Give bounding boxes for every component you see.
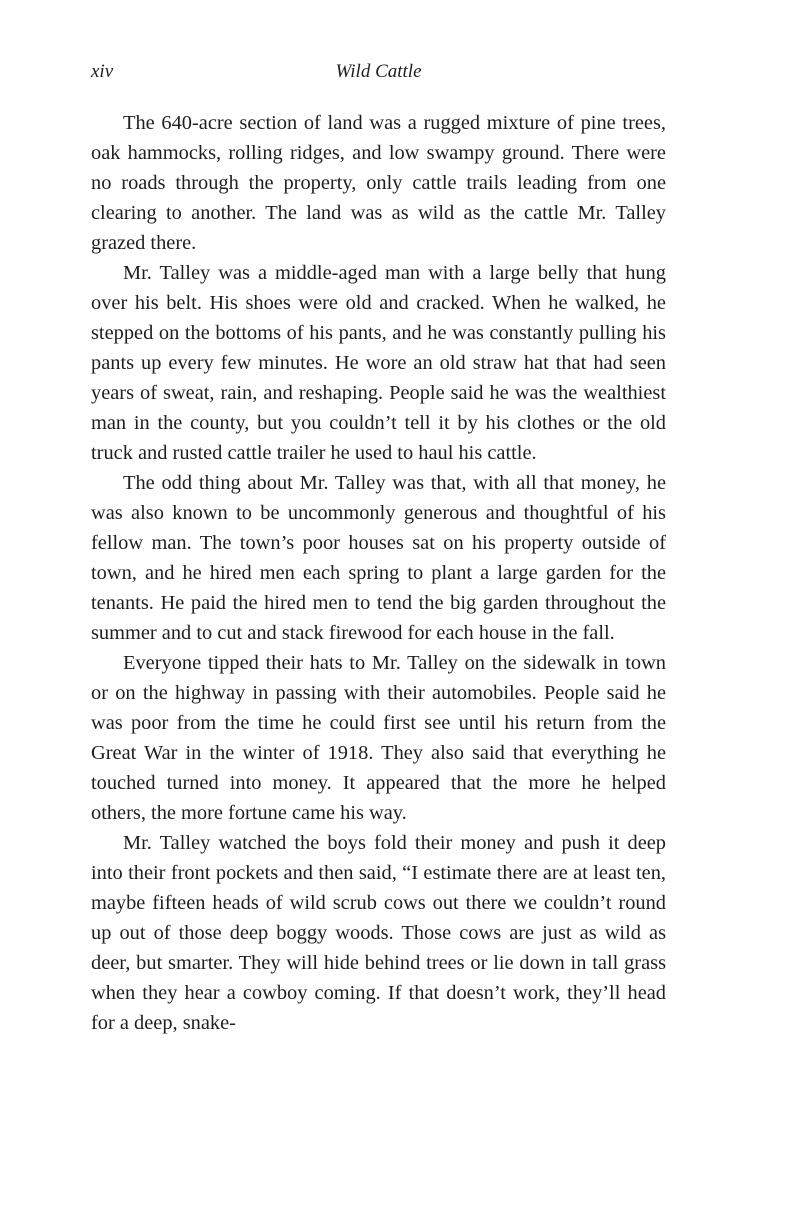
body-text — [91, 108, 666, 1038]
page-number: xiv — [91, 61, 114, 82]
paragraph: The 640-acre section of land was a rugged mixture of pine trees, oak hammocks, rolling ridges, and low swampy ground. There were no roads through the property, only cattle trails leading from one clearing to another. The land was as wild as the cattle Mr. Talley grazed there. — [91, 112, 666, 254]
book-title: Wild Cattle — [335, 61, 422, 82]
paragraph: The odd thing about Mr. Talley was that, with all that money, he was also known to be uncommonly generous and thoughtful of his fellow man. The town’s poor houses sat on his property outside of town, and he hired men each spring to plant a large garden for the tenants. He paid the hired men to tend the big garden throughout the summer and to cut and stack firewood for each house in the fall. — [91, 472, 666, 644]
paragraph: Mr. Talley watched the boys fold their money and push it deep into their front pockets and then said, “I estimate there are at least ten, maybe fifteen heads of wild scrub cows out there we couldn’t round up out of those deep boggy woods. Those cows are just as wild as deer, but smarter. They will hide behind trees or lie down in tall grass when they hear a cowboy coming. If that doesn’t work, they’ll head for a deep, snake- — [91, 832, 666, 1034]
paragraph: Mr. Talley was a middle-aged man with a large belly that hung over his belt. His shoes were old and cracked. When he walked, he stepped on the bottoms of his pants, and he was constantly pulling his pants up every few minutes. He wore an old straw hat that had seen years of sweat, rain, and reshaping. People said he was the wealthiest man in the county, but you couldn’t tell it by his clothes or the old truck and rusted cattle trailer he used to haul his cattle. — [91, 262, 666, 464]
running-head — [91, 58, 666, 86]
paragraph: Everyone tipped their hats to Mr. Talley on the sidewalk in town or on the highway in passing with their automobiles. People said he was poor from the time he could first see until his return from the Great War in the winter of 1918. They also said that everything he touched turned into money. It appeared that the more he helped others, the more fortune came his way. — [91, 652, 666, 824]
